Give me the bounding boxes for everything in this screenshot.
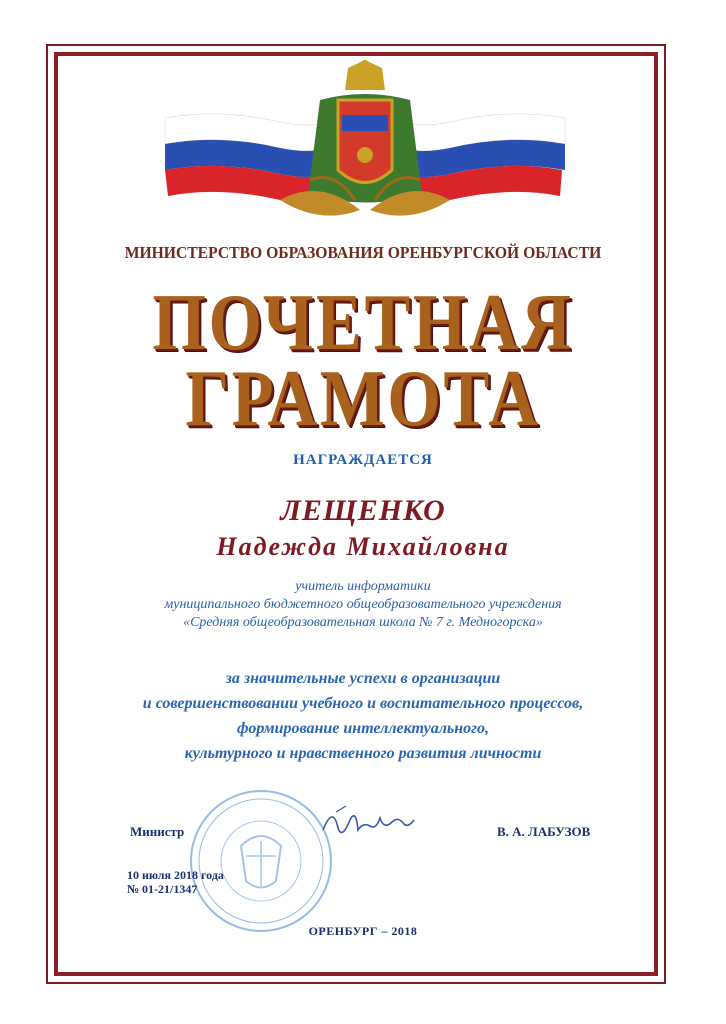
minister-name: В. А. ЛАБУЗОВ bbox=[497, 824, 591, 839]
award-reason-line: формирование интеллектуального, bbox=[236, 720, 490, 737]
recipient-position-line: муниципального бюджетного общеобразовательного учреждения bbox=[164, 597, 562, 612]
issue-date-block bbox=[127, 868, 224, 896]
recipient-position-line: учитель информатики bbox=[295, 579, 431, 594]
issue-date: 10 июля 2018 года bbox=[127, 868, 224, 882]
recipient-surname: ЛЕЩЕНКО bbox=[280, 494, 446, 527]
minister-label: Министр bbox=[130, 824, 185, 839]
official-seal bbox=[186, 786, 336, 936]
recipient-position-line: «Средняя общеобразовательная школа № 7 г. Медногорска» bbox=[183, 615, 543, 630]
award-reason-line: и совершенствовании учебного и воспитательного процессов, bbox=[142, 695, 584, 712]
certificate-title-line1: ПОЧЕТНАЯ bbox=[152, 279, 574, 367]
coat-of-arms-emblem bbox=[160, 60, 570, 230]
award-reason-line: за значительные успехи в организации bbox=[225, 670, 501, 687]
certificate-title-line2: ГРАМОТА bbox=[185, 355, 541, 443]
award-reason-line: культурного и нравственного развития личности bbox=[184, 745, 542, 762]
minister-signature bbox=[318, 800, 418, 845]
city-year: ОРЕНБУРГ – 2018 bbox=[308, 924, 418, 938]
awarded-label: НАГРАЖДАЕТСЯ bbox=[293, 452, 433, 468]
document-number: № 01-21/1347 bbox=[127, 882, 198, 896]
recipient-name: Надежда Михайловна bbox=[216, 532, 510, 561]
ministry-heading: МИНИСТЕРСТВО ОБРАЗОВАНИЯ ОРЕНБУРГСКОЙ ОБЛАСТИ bbox=[124, 243, 602, 262]
